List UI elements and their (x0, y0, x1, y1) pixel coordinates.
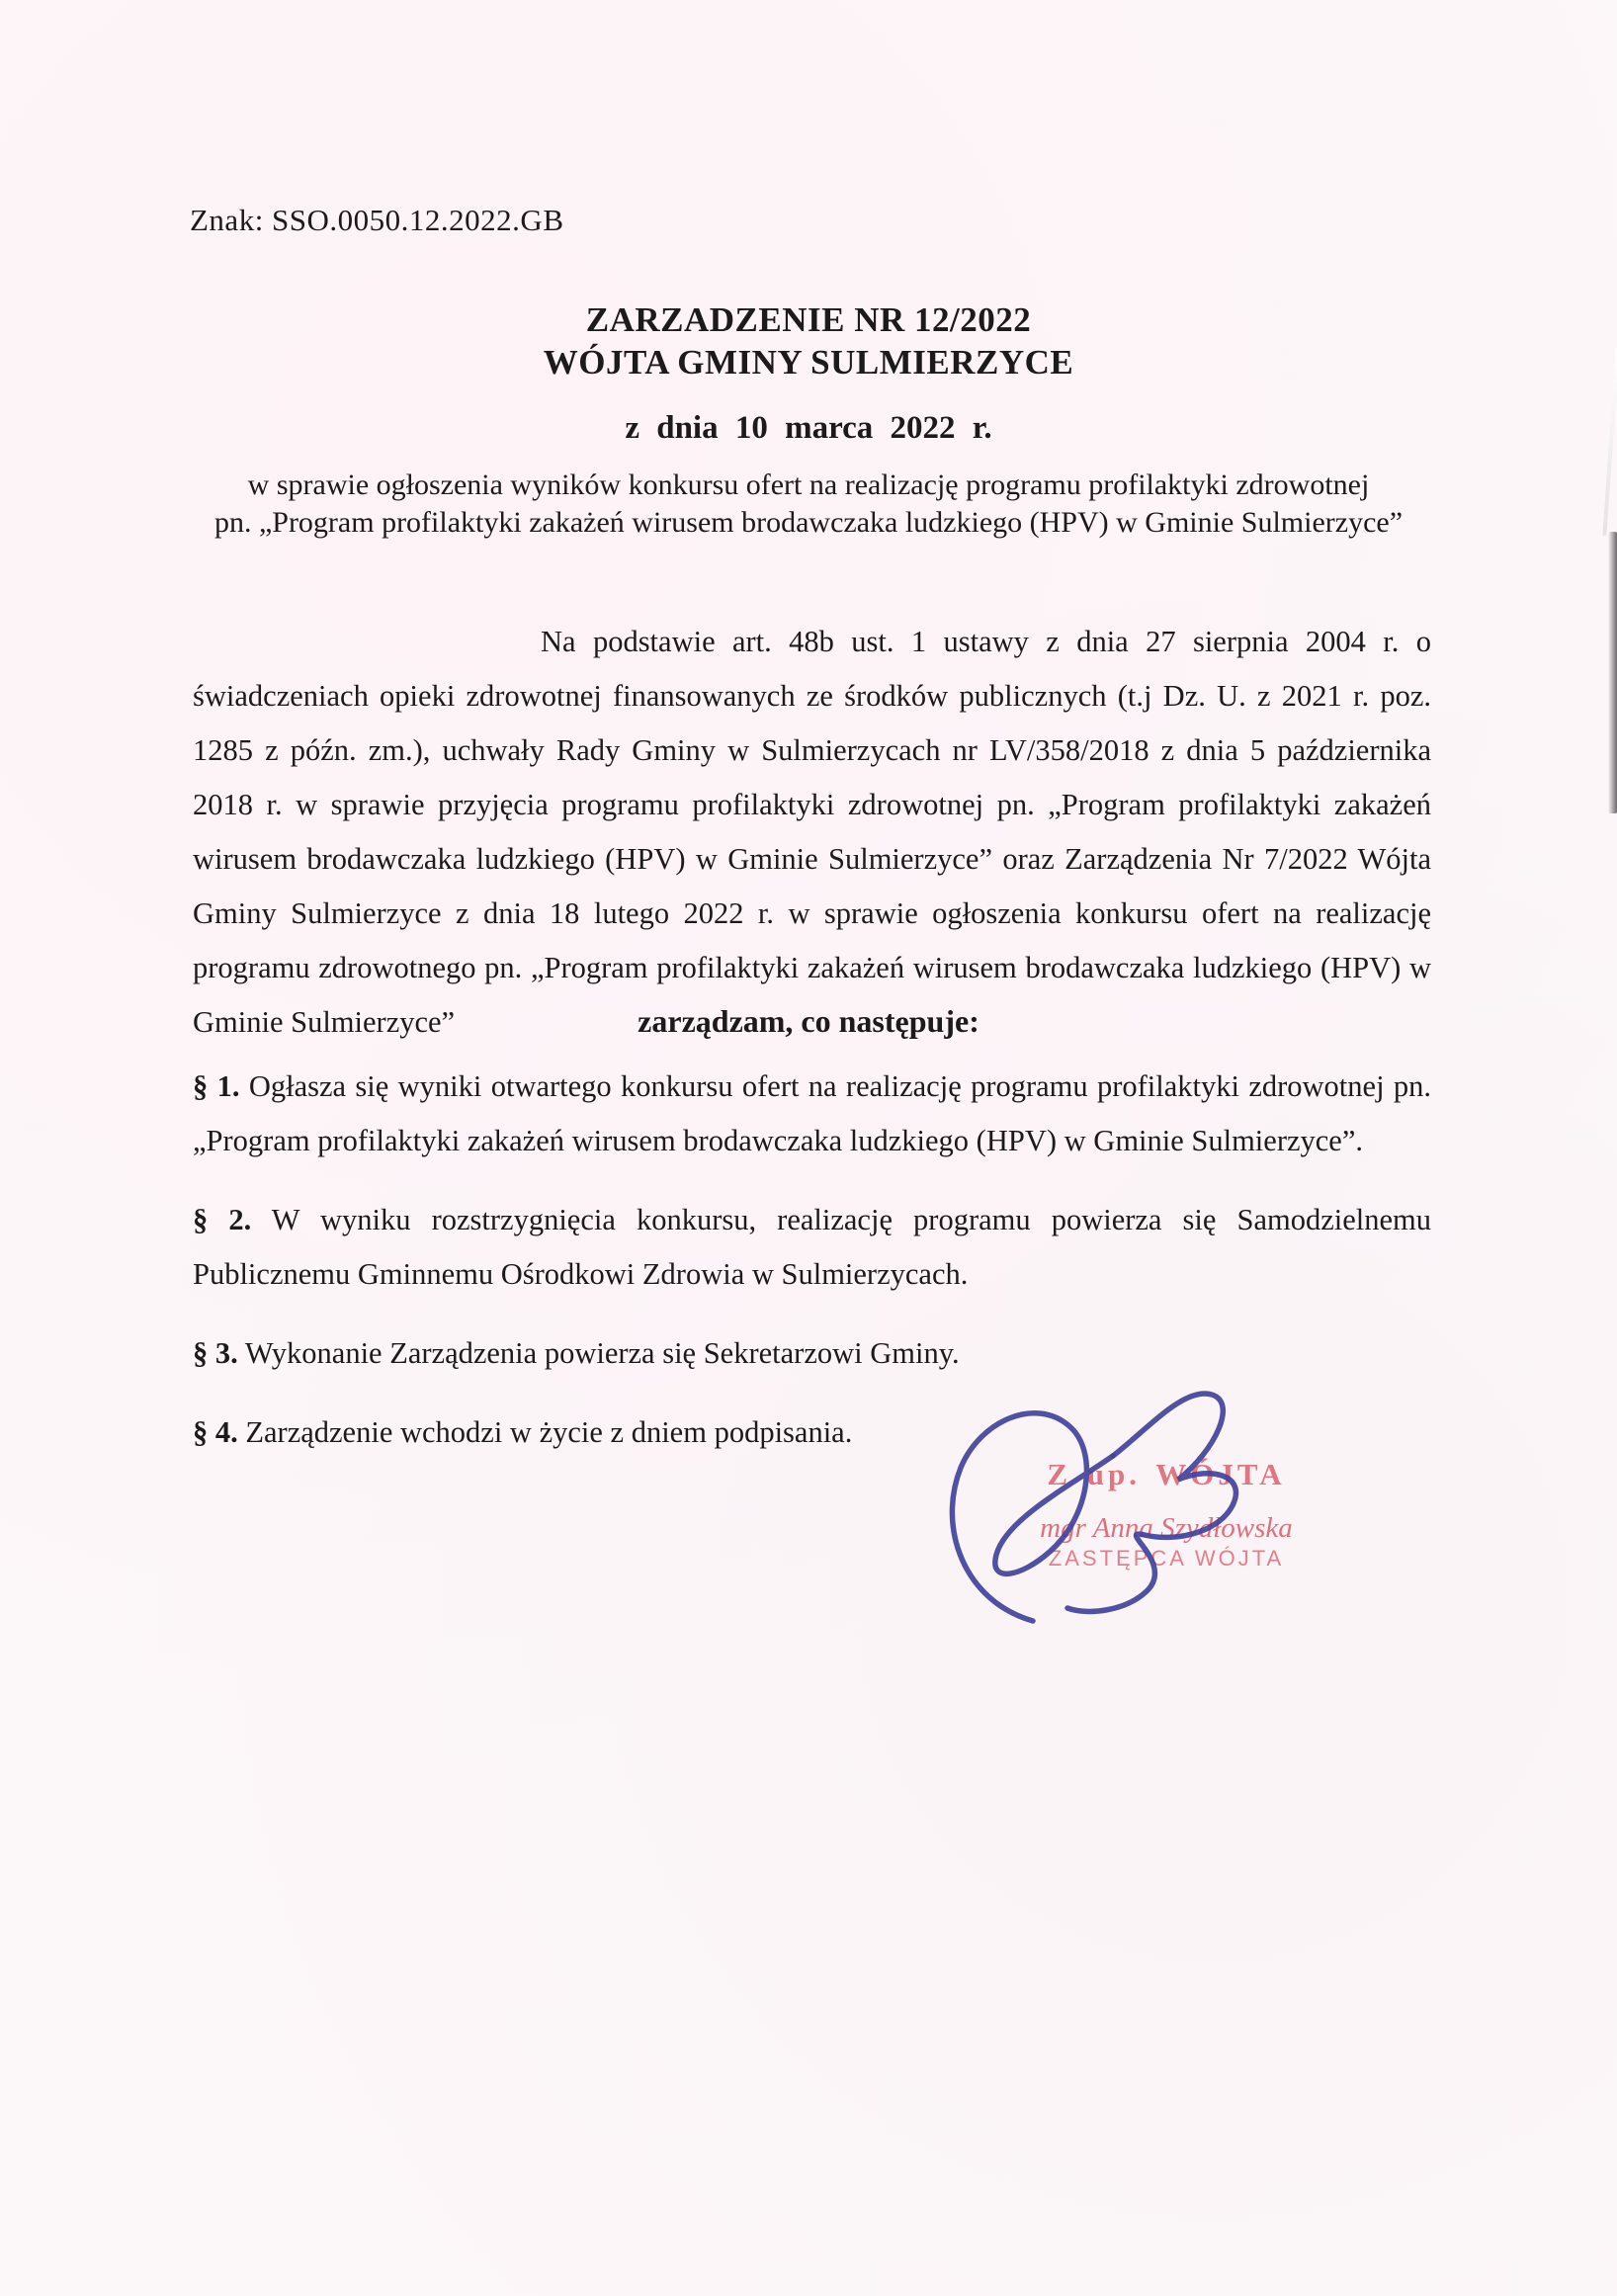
section-2-number: § 2. (193, 1203, 252, 1236)
section-1-text: Ogłasza się wyniki otwartego konkursu ofert na realizację programu profilaktyki zdrowotnej pn. „Program profilaktyki zakażeń wirusem brodawczaka ludzkiego (HPV) w Gminie Sulmierzyce”. (193, 1069, 1432, 1157)
section-1-number: § 1. (193, 1069, 240, 1103)
section-paragraph-2 (193, 1193, 1431, 1302)
stamp-name-line: mgr Anna Szydłowska (1040, 1512, 1293, 1544)
signature-block (919, 1369, 1354, 1646)
document-subject (158, 467, 1459, 542)
stamp-title-line: ZASTĘPCA WÓJTA (1048, 1546, 1285, 1571)
document-title-line2: WÓJTA GMINY SULMIERZYCE (543, 343, 1074, 382)
section-paragraph-1 (193, 1060, 1431, 1168)
section-3-number: § 3. (193, 1336, 238, 1370)
ordain-heading: zarządzam, co następuje: (638, 1003, 979, 1039)
subject-line2: pn. „Program profilaktyki zakażeń wirusem brodawczaka ludzkiego (HPV) w Gminie Sulmierzyce” (213, 506, 1404, 539)
section-3-text: Wykonanie Zarządzenia powierza się Sekretarzowi Gminy. (237, 1336, 960, 1370)
stamp-authority-line: Z up. WÓJTA (1047, 1457, 1286, 1491)
section-4-number: § 4. (193, 1415, 238, 1449)
subject-line1: w sprawie ogłoszenia wyników konkursu ofert na realizację programu profilaktyki zdrowotnej (247, 468, 1370, 501)
document-title-line1: ZARZADZENIE NR 12/2022 (585, 300, 1032, 339)
legal-basis-paragraph: Na podstawie art. 48b ust. 1 ustawy z dnia 27 sierpnia 2004 r. o świadczeniach opieki zdrowotnej finansowanych ze środków publicznych (t.j Dz. U. z 2021 r. poz. 1285 z późn. zm.), uchwały Rady Gminy w Sulmierzycach nr LV/358/2018 z dnia 5 października 2018 r. w sprawie przyjęcia programu profilaktyki zdrowotnej pn. „Program profilaktyki zakażeń wirusem brodawczaka ludzkiego (HPV) w Gminie Sulmierzyce” oraz Zarządzenia Nr 7/2022 Wójta Gminy Sulmierzyce z dnia 18 lutego 2022 r. w sprawie ogłoszenia konkursu ofert na realizację programu zdrowotnego pn. „Program profilaktyki zakażeń wirusem brodawczaka ludzkiego (HPV) w Gminie Sulmierzyce” (193, 625, 1431, 1039)
handwritten-signature-icon (919, 1369, 1354, 1646)
reference-number: Znak: SSO.0050.12.2022.GB (190, 203, 564, 237)
section-2-text: W wyniku rozstrzygnięcia konkursu, realizację programu powierza się Samodzielnemu Publicznemu Gminnemu Ośrodkowi Zdrowia w Sulmierzycach. (193, 1203, 1431, 1291)
scan-shadow-artifact (1608, 532, 1617, 813)
section-4-text: Zarządzenie wchodzi w życie z dniem podpisania. (237, 1415, 853, 1449)
document-title (0, 298, 1617, 383)
document-date: z dnia 10 marca 2022 r. (625, 410, 992, 446)
